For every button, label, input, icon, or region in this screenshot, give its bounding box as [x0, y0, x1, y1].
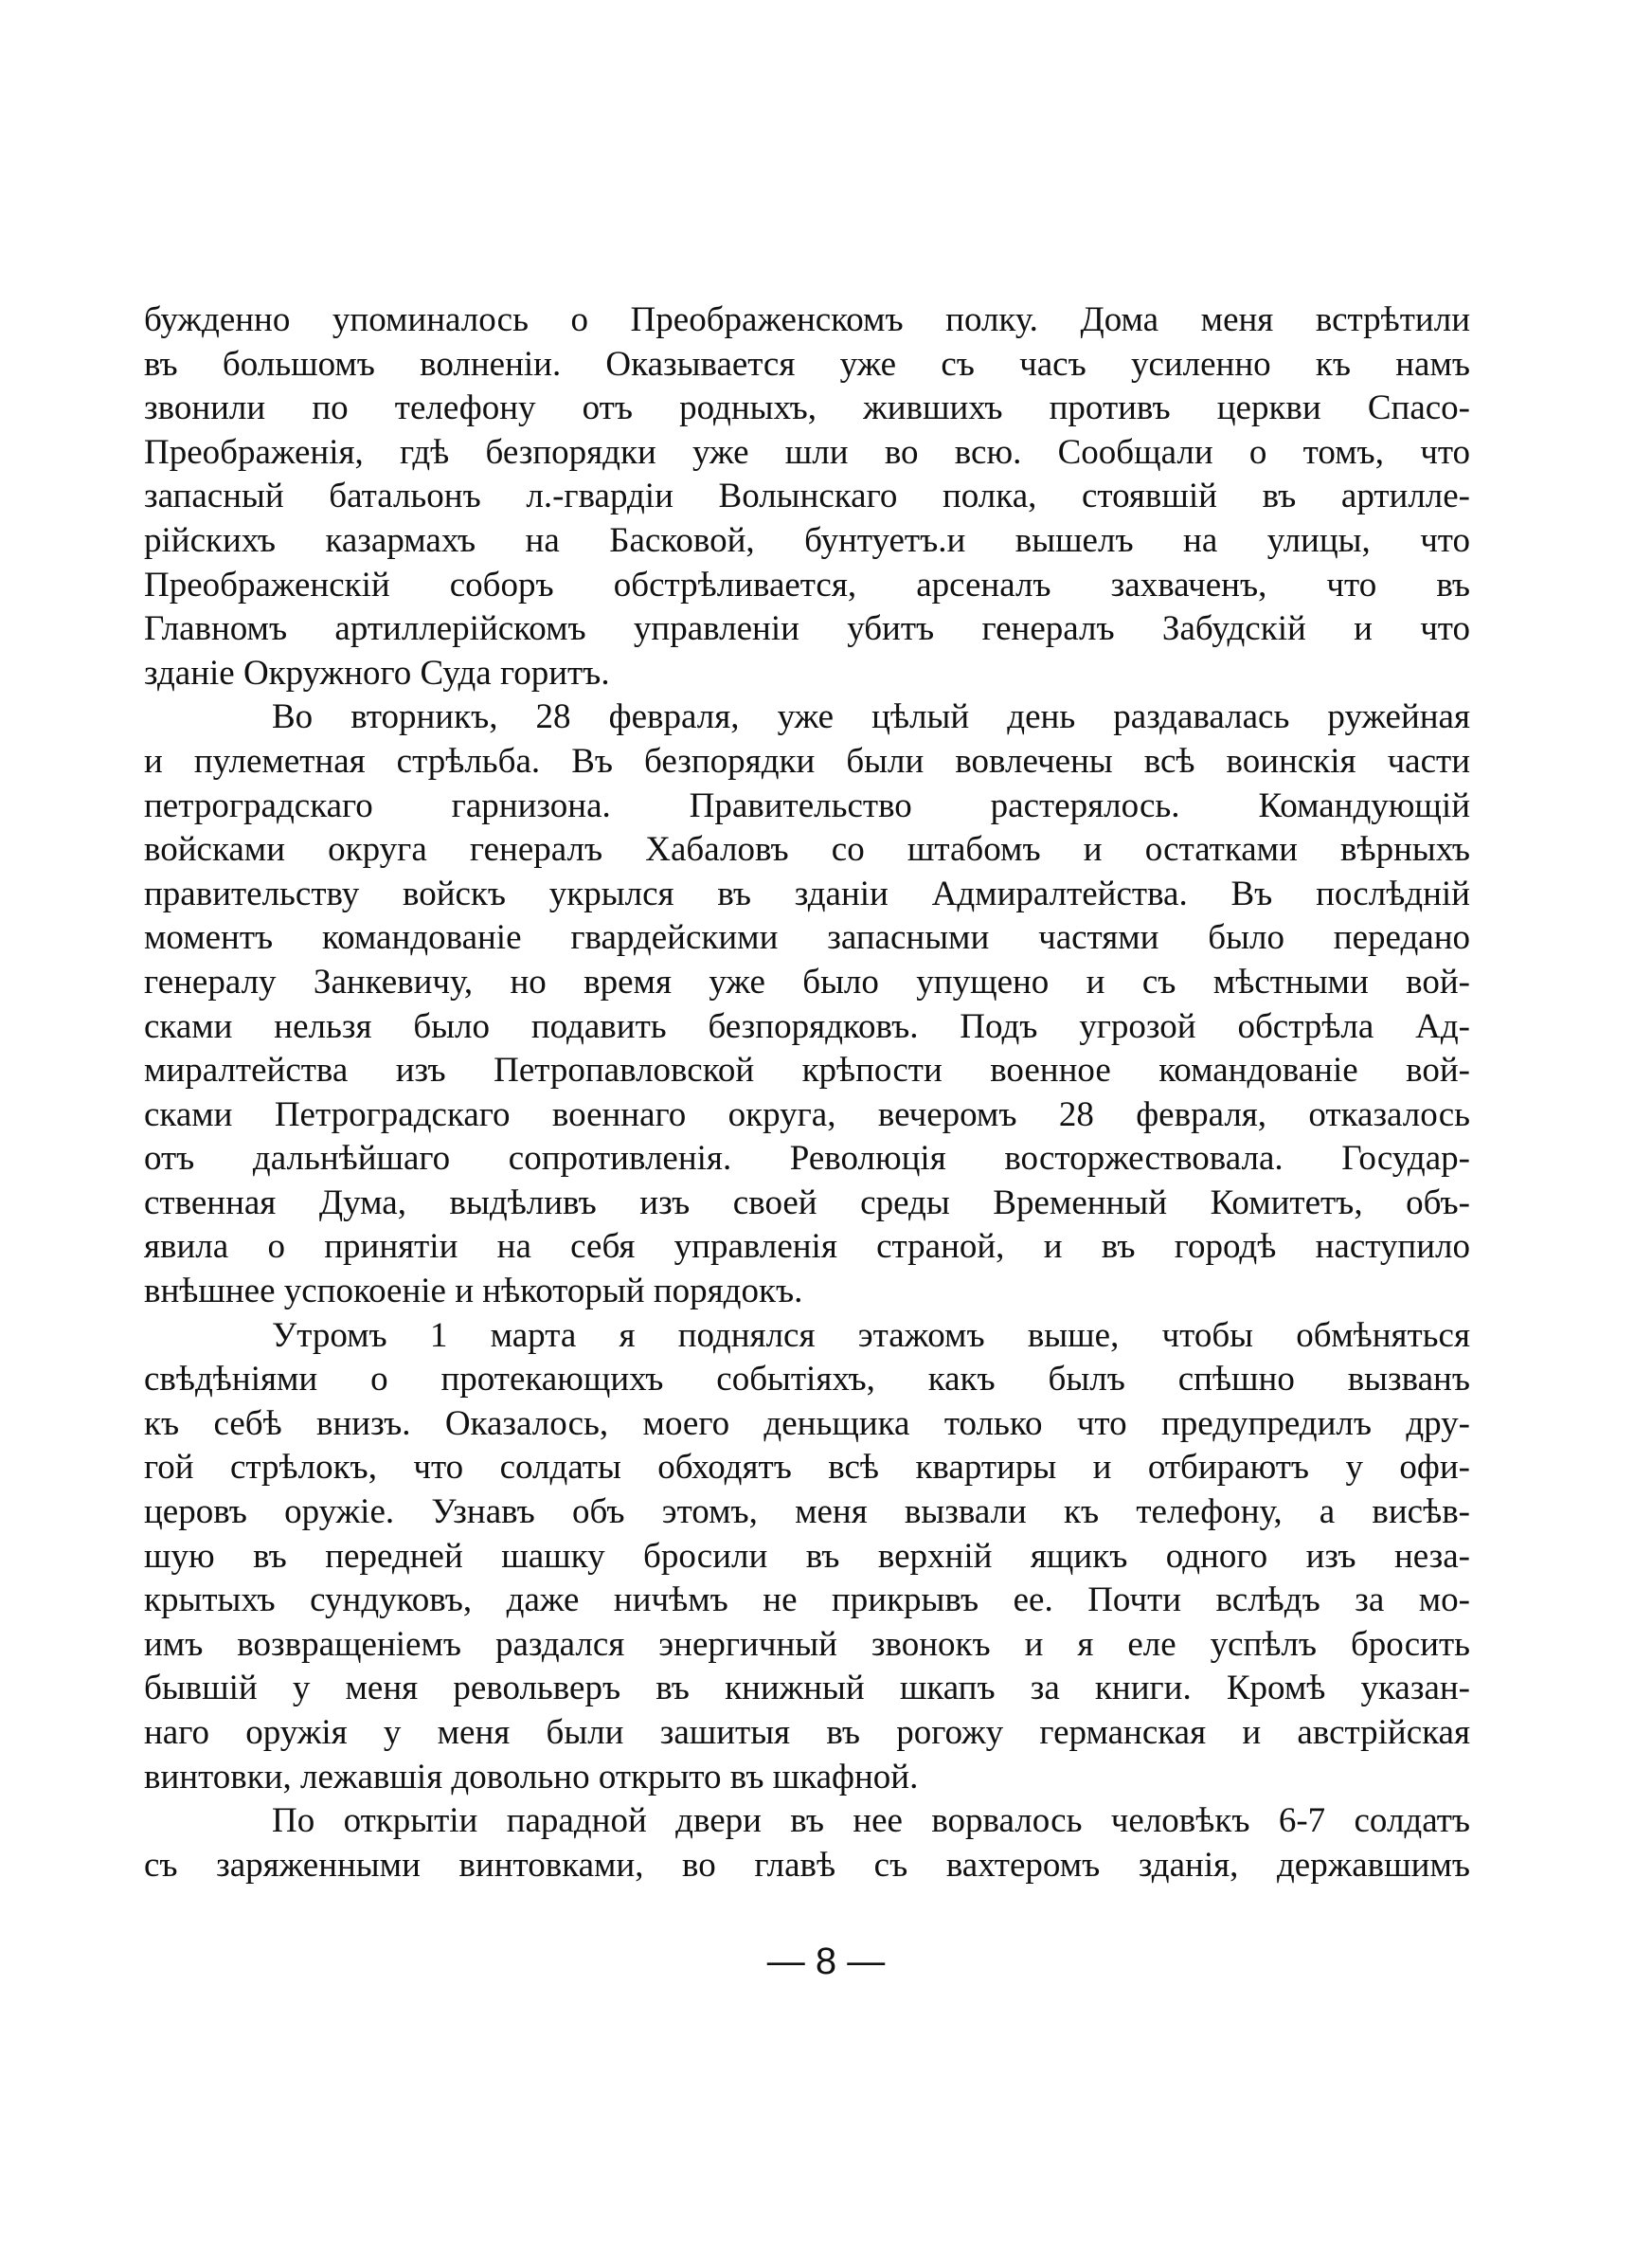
- text-line: запасный батальонъ л.-гвардіи Волынскаго полка, стоявшій въ артилле-: [144, 477, 1470, 516]
- text-line: миралтейства изъ Петропавловской крѣпости военное командованіе вой-: [144, 1051, 1470, 1091]
- text-line: въ большомъ волненіи. Оказывается уже съ часъ усиленно къ намъ: [144, 344, 1470, 384]
- text-line: свѣдѣніями о протекающихъ событіяхъ, какъ былъ спѣшно вызванъ: [144, 1360, 1470, 1399]
- text-line: явила о принятіи на себя управленія страной, и въ городѣ наступило: [144, 1227, 1470, 1267]
- text-line: сками нельзя было подавить безпорядковъ. Подъ угрозой обстрѣла Ад-: [144, 1006, 1470, 1046]
- text-line: рійскихъ казармахъ на Басковой, бунтуетъ.и вышелъ на улицы, что: [144, 520, 1470, 560]
- text-line: крытыхъ сундуковъ, даже ничѣмъ не прикрывъ ее. Почти вслѣдъ за мо-: [144, 1580, 1470, 1620]
- text-line: и пулеметная стрѣльба. Въ безпорядки были вовлечены всѣ воинскія части: [144, 741, 1470, 781]
- text-line: сками Петроградскаго военнаго округа, вечеромъ 28 февраля, отказалось: [144, 1094, 1470, 1134]
- text-line: Преображенскій соборъ обстрѣливается, арсеналъ захваченъ, что въ: [144, 565, 1470, 605]
- text-line: имъ возвращеніемъ раздался энергичный звонокъ и я еле успѣлъ бросить: [144, 1624, 1470, 1664]
- paragraph: [144, 695, 1470, 1313]
- text-line: войсками округа генералъ Хабаловъ со штабомъ и остатками вѣрныхъ: [144, 830, 1470, 870]
- text-line: Утромъ 1 марта я поднялся этажомъ выше, чтобы обмѣняться: [272, 1315, 1470, 1355]
- text-line: звонили по телефону отъ родныхъ, жившихъ противъ церкви Спасо-: [144, 388, 1470, 428]
- text-line: винтовки, лежавшія довольно открыто въ шкафной.: [144, 1757, 919, 1797]
- text-line: съ заряженными винтовками, во главѣ съ вахтеромъ зданія, державшимъ: [144, 1845, 1470, 1885]
- text-line: бывшій у меня револьверъ въ книжный шкапъ за книги. Кромѣ указан-: [144, 1669, 1470, 1708]
- text-line: ственная Дума, выдѣливъ изъ своей среды Временный Комитетъ, объ-: [144, 1183, 1470, 1222]
- text-line: петроградскаго гарнизона. Правительство растерялось. Командующій: [144, 785, 1470, 825]
- text-line: отъ дальнѣйшаго сопротивленія. Революція восторжествовала. Государ-: [144, 1139, 1470, 1179]
- text-line: моментъ командованіе гвардейскими запасными частями было передано: [144, 918, 1470, 958]
- text-line: Главномъ артиллерійскомъ управленіи убитъ генералъ Забудскій и что: [144, 609, 1470, 649]
- text-line: гой стрѣлокъ, что солдаты обходятъ всѣ квартиры и отбираютъ у офи-: [144, 1448, 1470, 1488]
- page-number: — 8 —: [766, 1941, 886, 1982]
- text-line: правительству войскъ укрылся въ зданіи Адмиралтейства. Въ послѣдній: [144, 874, 1470, 913]
- text-line: внѣшнее успокоеніе и нѣкоторый порядокъ.: [144, 1272, 803, 1311]
- body-text: [144, 298, 1470, 1887]
- paragraph: [144, 1799, 1470, 1887]
- paragraph: [144, 1314, 1470, 1800]
- text-line: Преображенія, гдѣ безпорядки уже шли во всю. Сообщали о томъ, что: [144, 432, 1470, 472]
- text-line: По открытіи парадной двери въ нее ворвалось человѣкъ 6-7 солдатъ: [272, 1801, 1470, 1841]
- text-line: къ себѣ внизъ. Оказалось, моего деньщика только что предупредилъ дру-: [144, 1403, 1470, 1443]
- text-line: Во вторникъ, 28 февраля, уже цѣлый день раздавалась ружейная: [272, 697, 1470, 737]
- text-line: церовъ оружіе. Узнавъ объ этомъ, меня вызвали къ телефону, а висѣв-: [144, 1492, 1470, 1532]
- paragraph: [144, 298, 1470, 695]
- text-line: бужденно упоминалось о Преображенскомъ полку. Дома меня встрѣтили: [144, 300, 1470, 339]
- text-line: зданіе Окружного Суда горитъ.: [144, 653, 610, 693]
- text-line: генералу Занкевичу, но время уже было упущено и съ мѣстными вой-: [144, 962, 1470, 1002]
- text-line: шую въ передней шашку бросили въ верхній ящикъ одного изъ неза-: [144, 1536, 1470, 1576]
- text-line: наго оружія у меня были зашитыя въ рогожу германская и австрійская: [144, 1713, 1470, 1752]
